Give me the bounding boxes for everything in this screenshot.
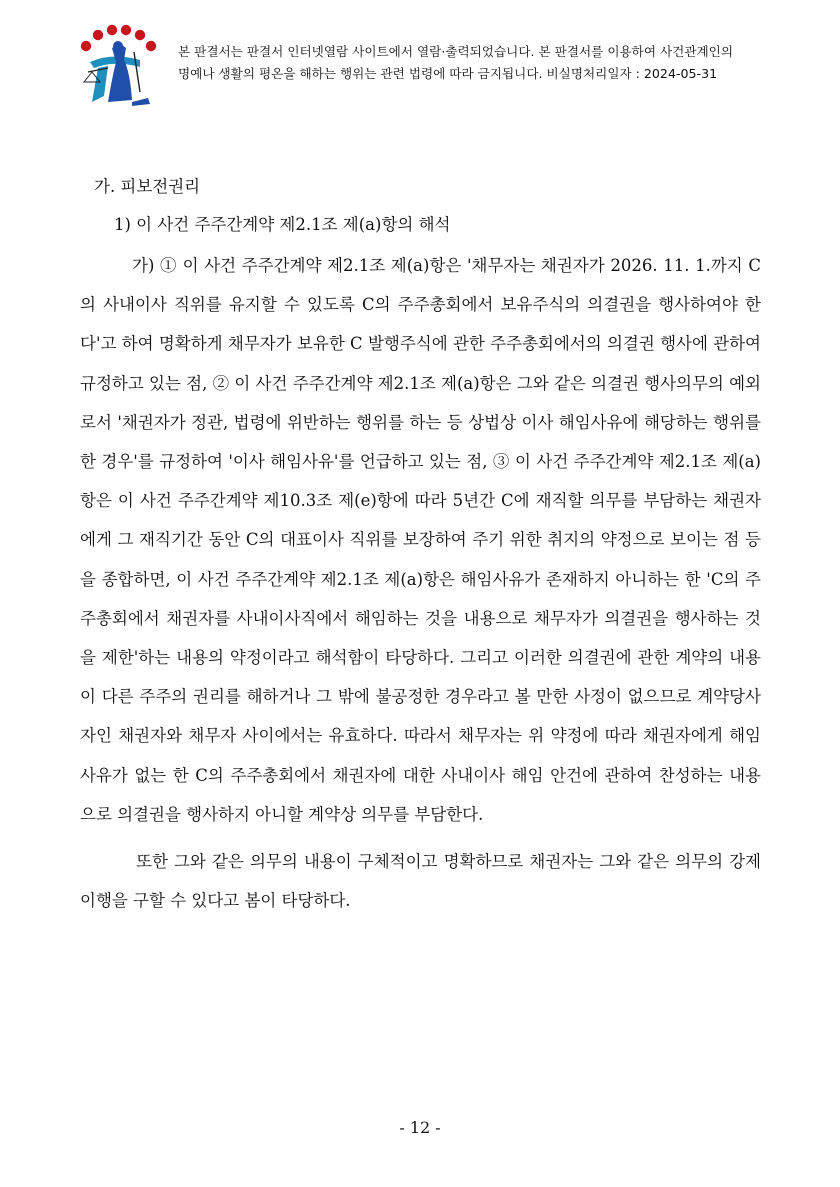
- paragraph-1: 가) ① 이 사건 주주간계약 제2.1조 제(a)항은 '채무자는 채권자가 2026. 11. 1.까지 C의 사내이사 직위를 유지할 수 있도록 C의 주주총회에서 보유주식의 의결권을 행사하여야 한다'고 하여 명확하게 채무자가 보유한 C 발행주식에 관한 주주총회에서의 의결권 행사에 관하여 규정하고 있는 점, ② 이 사건 주주간계약 제2.1조 제(a)항은 그와 같은 의결권 행사의무의 예외로서 '채권자가 정관, 법령에 위반하는 행위를 하는 등 상법상 이사 해임사유에 해당하는 행위를 한 경우'를 규정하여 '이사 해임사유'를 언급하고 있는 점, ③ 이 사건 주주간계약 제2.1조 제(a)항은 이 사건 주주간계약 제10.3조 제(e)항에 따라 5년간 C에 재직할 의무를 부담하는 채권자에게 그 재직기간 동안 C의 대표이사 직위를 보장하여 주기 위한 취지의 약정으로 보이는 점 등을 종합하면, 이 사건 주주간계약 제2.1조 제(a)항은 해임사유가 존재하지 아니하는 한 'C의 주주총회에서 채권자를 사내이사직에서 해임하는 것을 내용으로 채무자가 의결권을 행사하는 것을 제한'하는 내용의 약정이라고 해석함이 타당하다. 그리고 이러한 의결권에 관한 계약의 내용이 다른 주주의 권리를 해하거나 그 밖에 불공정한 경우라고 볼 만한 사정이 없으므로 계약당사자인 채권자와 채무자 사이에서는 유효하다. 따라서 채무자는 위 약정에 따라 채권자에게 해임사유가 없는 한 C의 주주총회에서 채권자에 대한 사내이사 해임 안건에 관하여 찬성하는 내용으로 의결권을 행사하지 아니할 계약상 의무를 부담한다.: [80, 256, 761, 824]
- subsection-heading-1: 1) 이 사건 주주간계약 제2.1조 제(a)항의 해석: [114, 215, 451, 234]
- notice-line-1: 본 판결서는 판결서 인터넷열람 사이트에서 열람·출력되었습니다. 본 판결서를 이용하여 사건관계인의: [178, 44, 733, 59]
- page-number: - 12 -: [399, 1118, 441, 1137]
- notice-line-2: 명예나 생활의 평온을 해하는 행위는 관련 법령에 따라 금지됩니다. 비실명처리일자 : 2024-05-31: [178, 66, 718, 81]
- access-notice: [178, 41, 828, 85]
- document-body: [80, 168, 761, 920]
- paragraph-2: 또한 그와 같은 의무의 내용이 구체적이고 명확하므로 채권자는 그와 같은 의무의 강제이행을 구할 수 있다고 봄이 타당하다.: [80, 852, 761, 911]
- document-header: [78, 22, 818, 112]
- section-heading-ga: 가. 피보전권리: [94, 177, 201, 196]
- court-emblem-icon: [78, 22, 168, 106]
